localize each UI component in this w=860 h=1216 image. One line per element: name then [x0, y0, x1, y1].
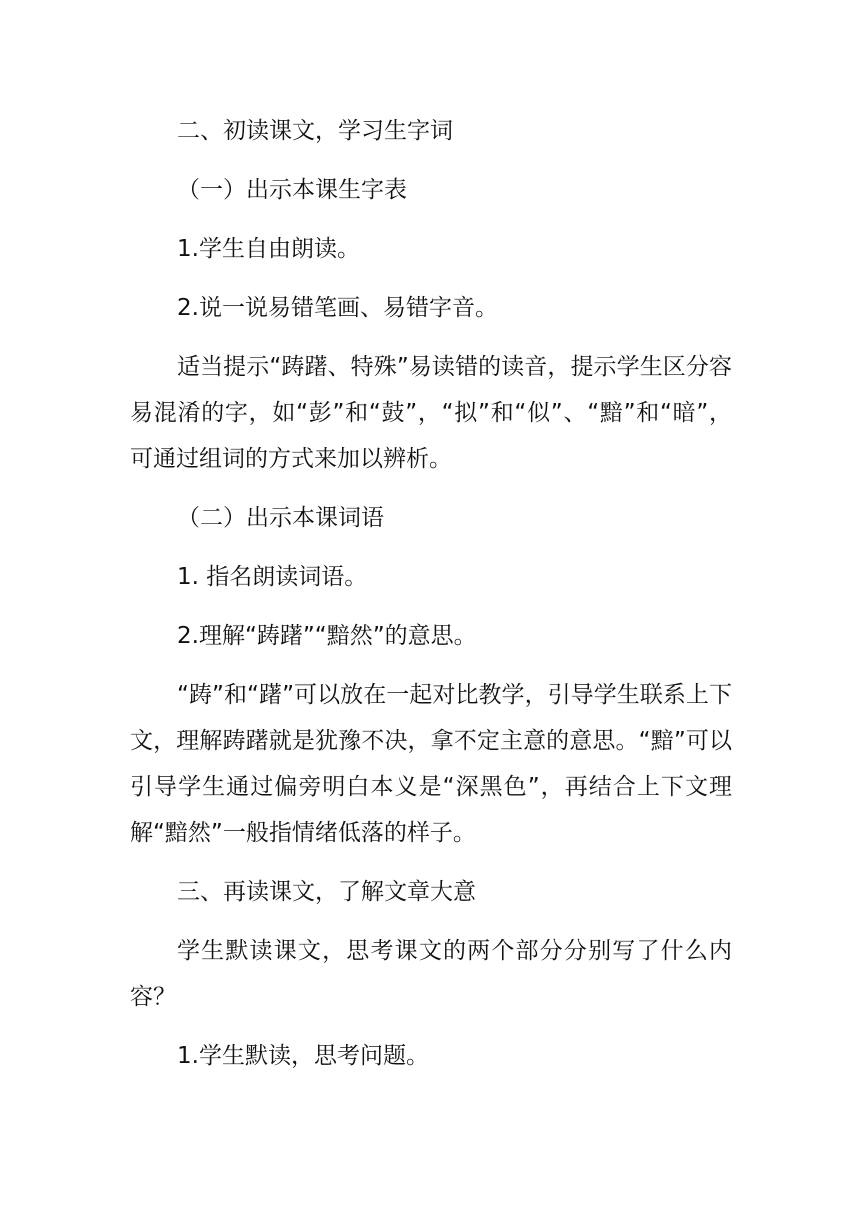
- section-heading-2: 二、初读课文，学习生字词: [177, 118, 453, 144]
- list-item: 1. 指名朗读词语。: [177, 564, 368, 590]
- list-item: 1.学生自由朗读。: [177, 236, 360, 262]
- subsection-heading-2: （二）出示本课词语: [177, 505, 384, 531]
- section-heading-3: 三、再读课文，了解文章大意: [177, 879, 476, 905]
- body-paragraph: 适当提示“踌躇、特殊”易读错的读音，提示学生区分容易混淆的字，如“彭”和“鼓”，“拟”和“似”、“黯”和“暗”，可通过组词的方式来加以辨析。: [130, 354, 732, 472]
- document-body: [130, 108, 732, 1079]
- body-paragraph: “踌”和“躇”可以放在一起对比教学，引导学生联系上下文，理解踌躇就是犹豫不决，拿不定主意的意思。“黯”可以引导学生通过偏旁明白本义是“深黑色”，再结合上下文理解“黯然”一般指情绪低落的样子。: [130, 682, 732, 846]
- body-paragraph: 学生默读课文，思考课文的两个部分分别写了什么内容？: [130, 938, 732, 1010]
- list-item: 2.理解“踌躇”“黯然”的意思。: [177, 623, 477, 649]
- subsection-heading-1: （一）出示本课生字表: [177, 177, 407, 203]
- list-item: 2.说一说易错笔画、易错字音。: [177, 295, 498, 321]
- list-item: 1.学生默读，思考问题。: [177, 1043, 429, 1069]
